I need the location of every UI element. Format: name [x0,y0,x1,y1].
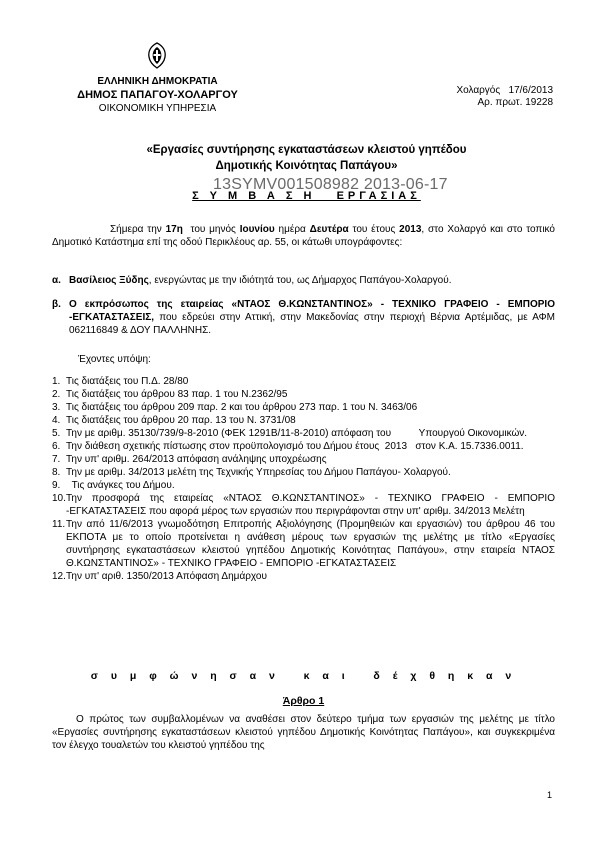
intro-day: 17η [165,224,183,235]
intro-text: Σήμερα την [110,224,166,235]
party-description: , ενεργώντας με την ιδιότητά του, ως Δήμαρχος Παπάγου-Χολαργού. [148,275,452,286]
list-item [52,492,555,518]
article-1-text: Ο πρώτος των συμβαλλομένων να αναθέσει στον δεύτερο τμήμα των εργασιών της μελέτης με τίτλο «Εργασίες συντήρησης εγκαταστάσεων κλειστού γηπέδου Δημοτικής Κοινότητας Παπάγου», και συγκεκριμένα τον έλεγχο τουαλετών του κλειστού γηπέδου της [52,714,555,751]
list-item [52,388,555,401]
header-service: ΟΙΚΟΝΟΜΙΚΗ ΥΠΗΡΕΣΙΑ [98,103,217,114]
intro-month: Ιουνίου [239,224,275,235]
item-text: Την προσφορά της εταιρείας «ΝΤΑΟΣ Θ.ΚΩΝΣΤΑΝΤΙΝΟΣ» - ΤΕΧΝΙΚΟ ΓΡΑΦΕΙΟ - ΕΜΠΟΡΙΟ -ΕΓΚΑΤΑΣΤΑΣΕΙΣ που αφορά μέρος των εργασιών που περιγράφονται στην υπ' αριθμ. 34/2013 Μελέτη [66,493,555,517]
intro-paragraph [52,223,555,249]
list-item [52,427,555,440]
item-number: 8. [52,467,61,478]
place-date: Χολαργός 17/6/2013 [456,85,553,96]
party-b [52,298,555,337]
considerations-heading: Έχοντες υπόψη: [78,354,151,365]
item-number: 3. [52,402,61,413]
agreed-heading: σ υ μ φ ώ ν η σ α ν κ α ι δ έ χ θ η κ α ν [90,670,517,682]
item-text: Τις διατάξεις του άρθρου 20 παρ. 13 του Ν. 3731/08 [66,415,296,426]
protocol-number: Αρ. πρωτ. 19228 [477,97,553,108]
contract-heading [60,190,553,202]
greek-coat-of-arms-icon [146,42,168,69]
considerations-list [52,375,555,583]
item-text: Την με αριθμ. 34/2013 μελέτη της Τεχνικής Υπηρεσίας του Δήμου Παπάγου- Χολαργού. [66,467,451,478]
item-number: 11. [52,519,66,530]
item-number: 1. [52,376,61,387]
party-label: α. [52,275,61,286]
intro-weekday: Δευτέρα [309,224,349,235]
list-item [52,375,555,388]
item-text: Τις διατάξεις του άρθρου 209 παρ. 2 και του άρθρου 273 παρ. 1 του Ν. 3463/06 [66,402,418,413]
list-item [52,466,555,479]
document-title-line-2: Δημοτικής Κοινότητας Παπάγου» [215,160,398,172]
item-text: Τις διατάξεις του Π.Δ. 28/80 [66,376,189,387]
item-number: 5. [52,428,61,439]
header-country: ΕΛΛΗΝΙΚΗ ΔΗΜΟΚΡΑΤΙΑ [97,76,218,87]
contract-heading-text: Σ Υ Μ Β Α Σ Η ΕΡΓΑΣΙΑΣ [192,190,421,202]
item-number: 7. [52,454,61,465]
document-title-line-1: «Εργασίες συντήρησης εγκαταστάσεων κλειστού γηπέδου [146,144,467,156]
party-text [69,274,555,287]
intro-text: ημέρα [274,224,310,235]
list-item [52,570,555,583]
party-name: Βασίλειος Ξύδης [69,275,149,286]
diavgeia-stamp: 13SYMV001508982 2013-06-17 [213,176,448,193]
list-item [52,518,555,570]
page-number: 1 [547,790,553,800]
list-item [52,414,555,427]
list-item [52,479,555,492]
item-number: 6. [52,441,61,452]
intro-text: , στο Χολαργό και στο τοπικό Δημοτικό Κατάστημα επί της οδού Περικλέους αρ. 55, οι κάτωθι υπογράφοντες: [52,224,555,248]
item-number: 2. [52,389,61,400]
item-number: 9. [52,480,61,491]
intro-text: του μηνός [182,224,240,235]
item-text: Την υπ' αριθμ. 264/2013 απόφαση ανάληψης υποχρέωσης [66,454,327,465]
item-text: Την με αριθμ. 35130/739/9-8-2010 (ΦΕΚ 1291Β/11-8-2010) απόφαση του Υπουργού Οικονομικών. [66,428,528,439]
list-item [52,440,555,453]
intro-year: 2013 [399,224,422,235]
list-item [52,401,555,414]
item-number: 4. [52,415,61,426]
list-item [52,453,555,466]
party-description: που εδρεύει στην Αττική, στην Μακεδονίας στην περιοχή Βέρνια Αρτέμιδας, με ΑΦΜ 062116849 & ΔΟΥ ΠΑΛΛΗΝΗΣ. [69,312,555,336]
party-label: β. [52,299,61,310]
item-number: 10. [52,493,66,504]
party-a [52,274,555,287]
item-text: Τις ανάγκες του Δήμου. [66,480,175,491]
party-name: Ο εκπρόσωπος της εταιρείας «ΝΤΑΟΣ Θ.ΚΩΝΣΤΑΝΤΙΝΟΣ» - ΤΕΧΝΙΚΟ ΓΡΑΦΕΙΟ - ΕΜΠΟΡΙΟ -ΕΓΚΑΤΑΣΤΑΣΕΙΣ, [69,299,555,323]
header-municipality: ΔΗΜΟΣ ΠΑΠΑΓΟΥ-ΧΟΛΑΡΓΟΥ [77,89,238,101]
item-text: Την διάθεση σχετικής πίστωσης στον προϋπολογισμό του Δήμου έτους 2013 στον Κ.Α. 15.7336.0011. [66,441,524,452]
intro-text: του έτους [348,224,400,235]
party-text [69,298,555,337]
item-text: Την από 11/6/2013 γνωμοδότηση Επιτροπής Αξιολόγησης (Προμηθειών και εργασιών) του άρθρου 46 του ΕΚΠΟΤΑ με το οποίο προτείνεται η ανάθεση μέρους των εργασιών της μελέτης με τίτλο «Εργασίες συντήρησης εγκαταστάσεων κλειστού γηπέδου Δημοτικής Κοινότητας Παπάγου», στην εταιρεία ΝΤΑΟΣ Θ.ΚΩΝΣΤΑΝΤΙΝΟΣ» - ΤΕΧΝΙΚΟ ΓΡΑΦΕΙΟ - ΕΜΠΟΡΙΟ -ΕΓΚΑΤΑΣΤΑΣΕΙΣ [66,519,555,569]
article-1-heading: Άρθρο 1 [282,695,325,707]
item-number: 12. [52,571,66,582]
item-text: Τις διατάξεις του άρθρου 83 παρ. 1 του Ν.2362/95 [66,389,288,400]
item-text: Την υπ' αριθ. 1350/2013 Απόφαση Δημάρχου [66,571,267,582]
